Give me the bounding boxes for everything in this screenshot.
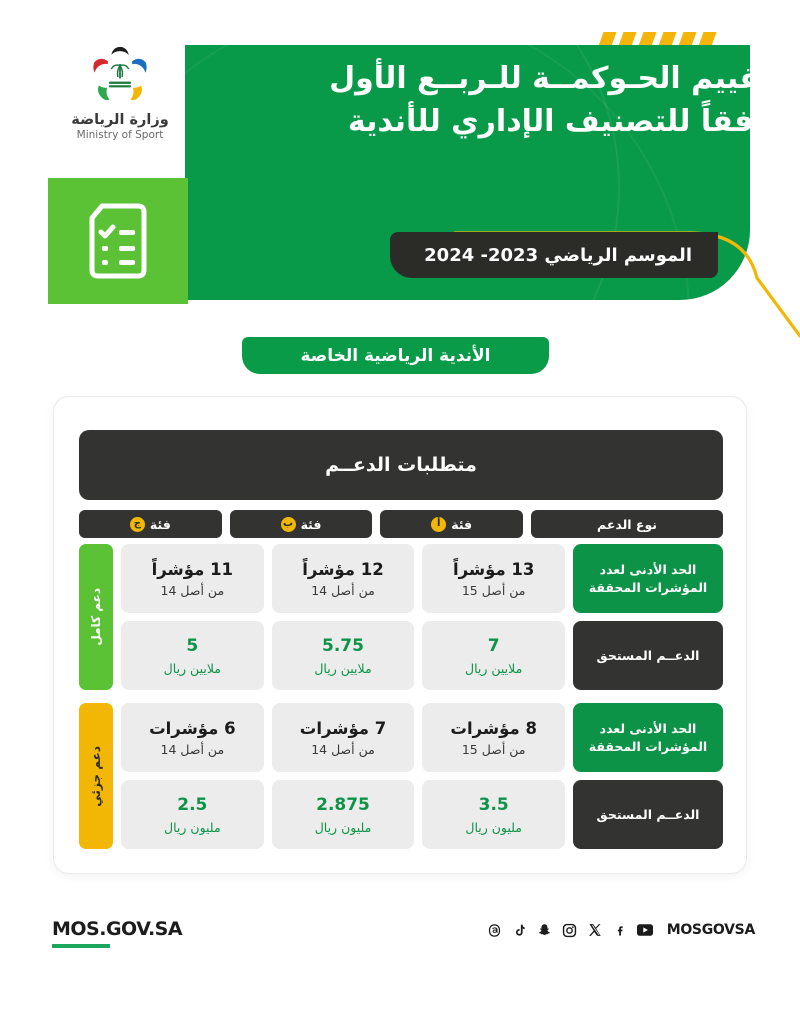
cell-main-value: 2.875 <box>316 795 370 816</box>
cell-sub-value: ملايين ريال <box>465 660 523 676</box>
cell-main-value: 8 مؤشرات <box>450 718 537 738</box>
cell-support-amount <box>422 780 565 849</box>
social-media-links <box>487 922 755 938</box>
cell-main-value: 5 <box>186 636 199 657</box>
cell-sub-value: مليون ريال <box>465 819 522 835</box>
cell-indicators <box>272 703 415 772</box>
cell-support-amount <box>422 621 565 690</box>
category-badge-b: ب <box>281 517 296 532</box>
column-header-category-b <box>230 510 373 538</box>
season-label: الموسم الرياضي 2023- 2024 <box>424 244 692 266</box>
group-data-columns <box>121 544 565 690</box>
row-label-text: الدعــم المستحق <box>596 806 700 822</box>
instagram-icon[interactable] <box>562 922 578 938</box>
cell-main-value: 3.5 <box>478 795 509 816</box>
support-group-full <box>79 544 723 690</box>
cell-main-value: 2.5 <box>177 795 208 816</box>
cell-main-value: 7 <box>487 636 500 657</box>
cell-indicators <box>272 544 415 613</box>
group-row-labels <box>573 703 723 849</box>
ministry-logo <box>56 44 184 168</box>
cell-sub-value: ملايين ريال <box>314 660 372 676</box>
url-underline <box>52 944 110 948</box>
cell-main-value: 6 مؤشرات <box>149 718 236 738</box>
cell-main-value: 5.75 <box>322 636 364 657</box>
support-requirements-card <box>53 396 747 874</box>
section-banner <box>242 337 549 374</box>
x-twitter-icon[interactable] <box>587 922 603 938</box>
row-label-text: الدعــم المستحق <box>596 647 700 663</box>
column-header-label: فئة <box>451 516 473 532</box>
row-label-due-support <box>573 780 723 849</box>
group-side-tab-partial-support <box>79 703 113 849</box>
row-label-text: الحد الأدنى لعدد المؤشرات المحققة <box>588 720 708 754</box>
cell-sub-value: من أصل 14 <box>311 583 375 599</box>
section-banner-label: الأندية الرياضية الخاصة <box>300 345 491 366</box>
website-url[interactable] <box>52 918 182 948</box>
column-header-support-type <box>531 510 723 538</box>
tiktok-icon[interactable] <box>512 922 528 938</box>
social-handle: MOSGOVSA <box>666 922 755 938</box>
title-line-1: تقييم الحـوكمــة للـربــع الأول <box>329 61 772 96</box>
cell-sub-value: مليون ريال <box>314 819 372 835</box>
snapchat-icon[interactable] <box>537 922 553 938</box>
data-column-category-a <box>422 703 565 849</box>
cell-indicators <box>121 703 264 772</box>
row-label-min-indicators <box>573 544 723 613</box>
data-column-category-b <box>272 703 415 849</box>
data-column-category-c <box>121 544 264 690</box>
group-row-labels <box>573 544 723 690</box>
category-badge-c: ج <box>130 517 145 532</box>
logo-english-text: Ministry of Sport <box>76 129 164 141</box>
data-column-category-b <box>272 544 415 690</box>
column-header-category-a <box>380 510 523 538</box>
cell-indicators <box>121 544 264 613</box>
threads-icon[interactable] <box>487 922 503 938</box>
row-label-due-support <box>573 621 723 690</box>
table-title-bar <box>79 430 723 500</box>
cell-sub-value: من أصل 15 <box>461 583 526 599</box>
column-header-label: فئة <box>300 516 322 532</box>
group-side-label: دعم جزئي <box>89 745 103 807</box>
cell-support-amount <box>121 621 264 690</box>
ministry-of-sport-flower-logo <box>84 44 156 110</box>
page-title <box>272 58 772 143</box>
table-title-label: متطلبات الدعــم <box>325 454 477 476</box>
group-side-label: دعم كامل <box>89 588 103 646</box>
cell-support-amount <box>121 780 264 849</box>
cell-indicators <box>422 544 565 613</box>
row-label-min-indicators <box>573 703 723 772</box>
cell-sub-value: من أصل 14 <box>311 742 375 758</box>
website-url-text: MOS.GOV.SA <box>52 918 183 940</box>
column-header-label: نوع الدعم <box>597 516 657 532</box>
data-column-category-a <box>422 544 565 690</box>
title-line-2: وفقاً للتصنيف الإداري للأندية <box>347 103 772 139</box>
category-badge-a: أ <box>431 517 446 532</box>
checklist-icon-block <box>48 178 188 304</box>
cell-sub-value: من أصل 15 <box>461 742 526 758</box>
support-group-partial <box>79 703 723 849</box>
column-header-category-c <box>79 510 222 538</box>
season-badge <box>390 232 718 278</box>
cell-support-amount <box>272 621 415 690</box>
cell-sub-value: من أصل 14 <box>160 583 225 599</box>
cell-main-value: 11 مؤشراً <box>151 559 234 579</box>
header-section <box>0 0 800 320</box>
group-side-tab-full-support <box>79 544 113 690</box>
cell-main-value: 12 مؤشراً <box>302 559 384 579</box>
cell-sub-value: مليون ريال <box>164 819 221 835</box>
facebook-icon[interactable] <box>612 922 628 938</box>
cell-main-value: 13 مؤشراً <box>452 559 535 579</box>
column-header-label: فئة <box>149 516 171 532</box>
logo-arabic-text: وزارة الرياضة <box>71 112 169 128</box>
group-data-columns <box>121 703 565 849</box>
cell-main-value: 7 مؤشرات <box>299 718 387 738</box>
cell-support-amount <box>272 780 415 849</box>
table-column-headers <box>79 510 723 538</box>
cell-sub-value: ملايين ريال <box>163 660 221 676</box>
checklist-document-icon <box>86 202 150 280</box>
youtube-icon[interactable] <box>637 922 653 938</box>
cell-indicators <box>422 703 565 772</box>
row-label-text: الحد الأدنى لعدد المؤشرات المحققة <box>588 561 708 595</box>
cell-sub-value: من أصل 14 <box>160 742 225 758</box>
data-column-category-c <box>121 703 264 849</box>
footer-section <box>0 900 800 970</box>
